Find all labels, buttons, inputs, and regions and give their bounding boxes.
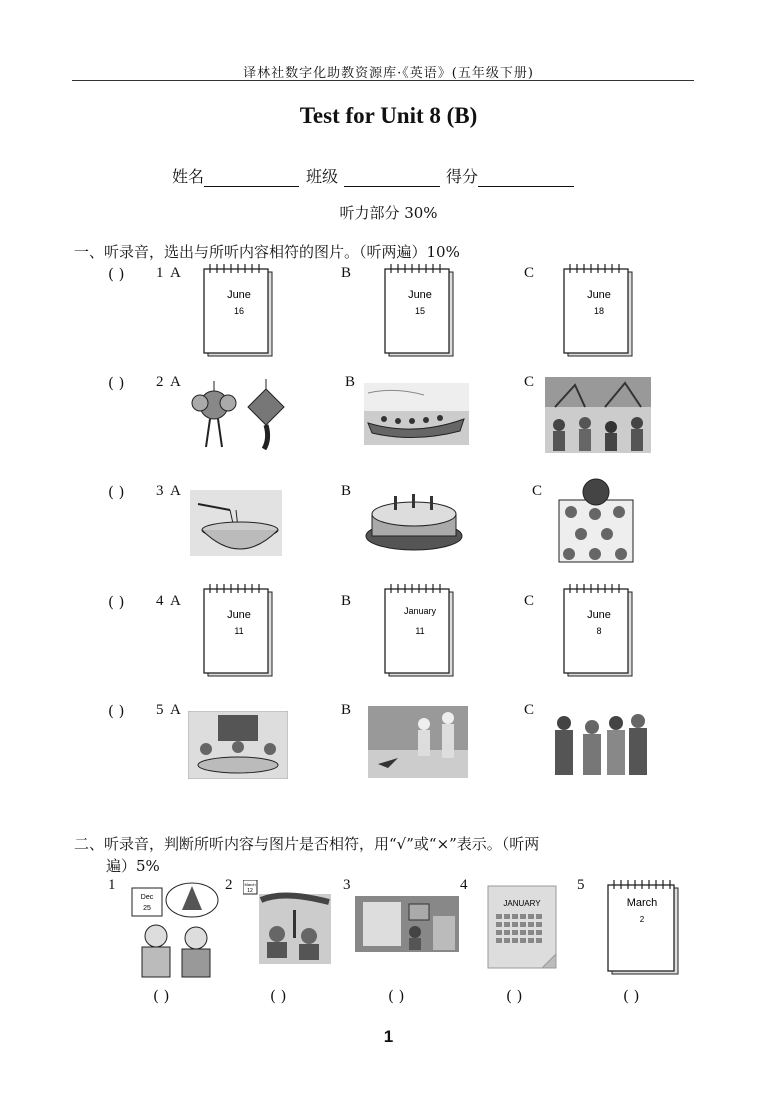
page-title: Test for Unit 8 (B) (299, 103, 478, 128)
note-day: 25 (143, 905, 151, 912)
calendar-month: June (587, 289, 611, 301)
question-number: 1 (156, 265, 164, 281)
noodles-bowl-picture[interactable] (190, 490, 282, 556)
option-label: A (170, 265, 181, 281)
document-header: 译林社数字化助教资源库·《英语》(五年级下册) (243, 66, 534, 81)
listening-subtitle: 听力部分 30% (339, 204, 438, 222)
march-calendar-picture[interactable] (604, 880, 682, 976)
class-blank[interactable] (344, 170, 440, 187)
calendar-day: 16 (233, 306, 245, 316)
option-label: B (341, 483, 352, 499)
score-field[interactable] (446, 164, 574, 187)
answer-paren[interactable]: ( ) (108, 593, 125, 611)
item-number: 4 (460, 877, 468, 893)
note-month: March (244, 882, 256, 887)
answer-paren[interactable]: ( ) (108, 702, 125, 720)
answer-paren[interactable]: ( ) (506, 987, 523, 1005)
calendar-image[interactable] (560, 584, 635, 678)
answer-paren[interactable]: ( ) (270, 987, 287, 1005)
section2-heading: 二、听录音，判断所听内容与图片是否相符，用“√”或“×”表示。（听两 (74, 835, 540, 853)
calendar-day: 15 (414, 306, 426, 316)
name-label: 姓名 (172, 167, 205, 186)
calendar-image[interactable] (200, 584, 275, 678)
item-number: 2 (225, 877, 233, 893)
option-label: C (532, 483, 543, 499)
calendar-day: 18 (593, 306, 605, 316)
fireworks-picture[interactable] (368, 706, 468, 778)
question-number: 5 (156, 702, 164, 718)
family-gathering-picture[interactable] (546, 711, 650, 779)
question-number: 4 (156, 593, 164, 609)
gift-box-picture[interactable] (555, 478, 637, 564)
room-picture[interactable] (355, 896, 459, 952)
calendar-day: 11 (234, 626, 244, 636)
section1-heading: 一、听录音，选出与所听内容相符的图片。（听两遍）10% (74, 243, 460, 261)
calendar-image[interactable] (560, 264, 635, 358)
calendar-month: June (227, 289, 251, 301)
answer-paren[interactable]: ( ) (388, 987, 405, 1005)
option-label: C (524, 374, 535, 390)
class-label: 班级 (306, 167, 339, 186)
question-number: 3 (156, 483, 164, 499)
answer-paren[interactable]: ( ) (623, 987, 640, 1005)
birthday-cake-picture[interactable] (364, 486, 464, 556)
question-number: 2 (156, 374, 164, 390)
page-number: 1 (383, 1027, 394, 1046)
calendar-month: June (408, 289, 432, 301)
section2-heading-cont: 遍）5% (106, 857, 160, 875)
calendar-day: 2 (639, 915, 645, 924)
calendar-day: 11 (415, 626, 425, 636)
option-label: B (341, 593, 352, 609)
item-number: 3 (343, 877, 351, 893)
answer-paren[interactable]: ( ) (153, 987, 170, 1005)
calendar-image[interactable] (381, 584, 456, 678)
christmas-kids-picture[interactable] (124, 882, 224, 978)
january-calendar-picture[interactable] (486, 884, 560, 972)
answer-paren[interactable]: ( ) (108, 483, 125, 501)
class-field[interactable] (306, 164, 440, 187)
calendar-month: June (227, 609, 251, 621)
option-label: B (341, 265, 352, 281)
calendar-title: JANUARY (503, 899, 541, 908)
answer-paren[interactable]: ( ) (108, 265, 125, 283)
calendar-image[interactable] (200, 264, 275, 358)
item-number: 5 (577, 877, 585, 893)
calendar-image[interactable] (381, 264, 456, 358)
chinese-knot-picture[interactable] (186, 377, 291, 453)
option-label: C (524, 702, 535, 718)
tree-planting-picture[interactable] (243, 880, 333, 974)
score-blank[interactable] (478, 170, 574, 187)
option-label: A (170, 374, 181, 390)
option-label: B (341, 702, 352, 718)
option-label: A (170, 702, 181, 718)
option-label: C (524, 593, 535, 609)
header-rule (72, 80, 694, 81)
dragon-boat-picture[interactable] (364, 383, 469, 445)
option-label: A (170, 483, 181, 499)
market-crowd-picture[interactable] (545, 377, 651, 453)
calendar-day: 8 (596, 626, 602, 636)
calendar-month: March (626, 897, 658, 909)
option-label: C (524, 265, 535, 281)
option-label: A (170, 593, 181, 609)
name-blank[interactable] (204, 170, 299, 187)
note-month: Dec (140, 894, 154, 901)
family-dinner-picture[interactable] (188, 711, 288, 779)
item-number: 1 (108, 877, 116, 893)
calendar-month: January (403, 606, 437, 616)
score-label: 得分 (446, 167, 479, 186)
note-day: 12 (247, 888, 253, 894)
answer-paren[interactable]: ( ) (108, 374, 125, 392)
name-field[interactable] (172, 164, 299, 187)
calendar-month: June (587, 609, 611, 621)
option-label: B (345, 374, 356, 390)
